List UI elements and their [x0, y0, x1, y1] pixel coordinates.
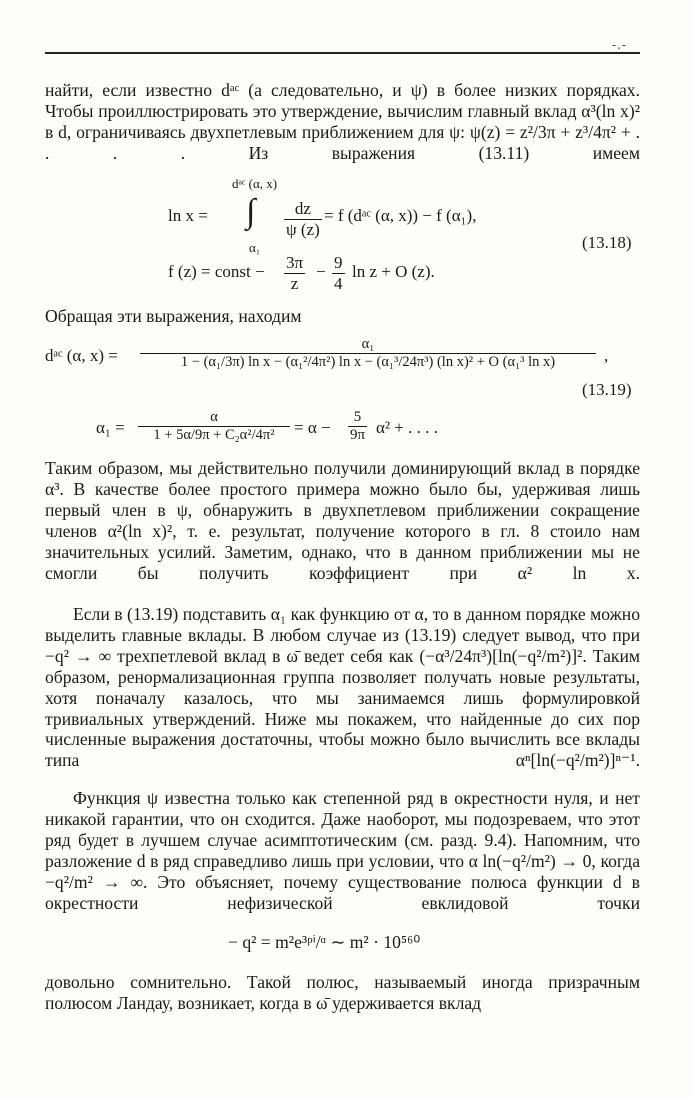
integral-sign: ∫ [246, 193, 256, 230]
eq1319-numerator: α₁ [140, 336, 596, 354]
eq1319b-right: α² + . . . . [376, 418, 438, 437]
equation-number-1319: (13.19) [582, 380, 632, 399]
eq1319b-mid: = α − [294, 418, 331, 437]
equation-number-1318: (13.18) [582, 233, 632, 252]
eq1318-3pi: 3π [286, 253, 304, 272]
eq1318-9: 9 [334, 253, 343, 272]
eq1318-z: z [290, 274, 299, 293]
eq1319b-numerator: α [138, 409, 290, 427]
eq1319b-left: α₁ = [96, 418, 125, 437]
eq1319-denominator: 1 − (α₁/3π) ln x − (α₁²/4π²) ln x − (α₁³/24π³) (ln x)² + O (α₁³ ln x) [180, 354, 556, 370]
eq1319-fraction [140, 336, 596, 371]
eq1318-dz: dz [284, 199, 322, 220]
eq1318-minus: − [316, 262, 326, 281]
integral-lower-limit: α₁ [249, 240, 261, 255]
eq1319-comma: , [604, 346, 609, 365]
paragraph-3: Таким образом, мы действительно получили доминирующий вклад в порядке α³. В качестве более простого примера можно было бы, удерживая лишь первый член в ψ, обнаружить в двухпетлевом приближении сокращение членов α²(ln x)², т. е. результат, получение которого в гл. 8 стоило нам значительных усилий. Заметим, однако, что в данном приближении мы не смогли бы получить коэффициент при α² ln x. [45, 458, 640, 583]
eq1318-line2-right: ln z + O (z). [352, 262, 435, 281]
eq1319-left: dᵃᶜ (α, x) = [45, 346, 118, 365]
eq1318-right: = f (dᵃᶜ (α, x)) − f (α₁), [324, 206, 477, 225]
eq1318-left: ln x = [168, 206, 208, 225]
paragraph-5: Функция ψ известна только как степенной ряд в окрестности нуля, и нет никакой гарантии, что он сходится. Даже наоборот, мы подозреваем, что этот ряд будет в лучшем случае асимптотическим (см. разд. 9.4). Напомним, что разложение d в ряд справедливо лишь при условии, что α ln(−q²/m²) → 0, когда −q²/m² → ∞. Это объясняет, почему существование полюса функции d в окрестности нефизической евклидовой точки [45, 788, 640, 913]
eq1319b-fraction [138, 409, 290, 444]
eq1319b-9pi: 9π [350, 427, 366, 443]
paragraph-2: Обращая эти выражения, находим [45, 306, 302, 326]
eq1318-line2-left: f (z) = const − [168, 262, 265, 281]
paragraph-1: найти, если известно dᵃᶜ (а следовательно, и ψ) в более низких порядках. Чтобы проиллюстрировать это утверждение, вычислим главный вклад α³(ln x)² в d, ограничиваясь двухпетлевым приближением для ψ: ψ(z) = z²/3π + z³/4π² + . . . . Из выражения (13.11) имеем [45, 80, 640, 163]
paragraph-6: довольно сомнительно. Такой полюс, называемый иногда призрачным полюсом Ландау, возникает, когда в ω̄ удерживается вклад [45, 972, 640, 1013]
eq1318-psiz: ψ (z) [286, 220, 320, 239]
corner-mark: -.- [612, 38, 627, 52]
header-rule [45, 52, 640, 54]
eq1318-4: 4 [334, 274, 343, 293]
eq1318-frac-9-4 [332, 253, 345, 294]
eq1318-frac-3pi-z [284, 253, 305, 294]
eq-landau-pole: − q² = m²e³ᵖⁱ/ᵅ ∼ m² · 10⁵⁶⁰ [228, 932, 421, 952]
paragraph-4: Если в (13.19) подставить α₁ как функцию от α, то в данном порядке можно выделить главные вклады. В любом случае из (13.19) следует вывод, что при −q² → ∞ трехпетлевой вклад в ω̄ ведет себя как (−α³/24π³)[ln(−q²/m²)]². Таким образом, ренормализационная группа позволяет получать новые результаты, хотя поначалу казалось, что мы занимаемся лишь формулировкой тривиальных утверждений. Ниже мы покажем, что найденные до сих пор численные выражения достаточны, чтобы можно было вычислить все вклады типа αⁿ[ln(−q²/m²)]ⁿ⁻¹. [45, 604, 640, 771]
eq1319b-5: 5 [348, 409, 367, 427]
integral-upper-limit: dᵃᶜ (α, x) [232, 176, 278, 191]
eq1319b-denominator: 1 + 5α/9π + C₂α²/4π² [153, 427, 275, 443]
eq1318-fraction [284, 199, 322, 240]
eq1319b-frac-5-9pi [348, 409, 367, 444]
